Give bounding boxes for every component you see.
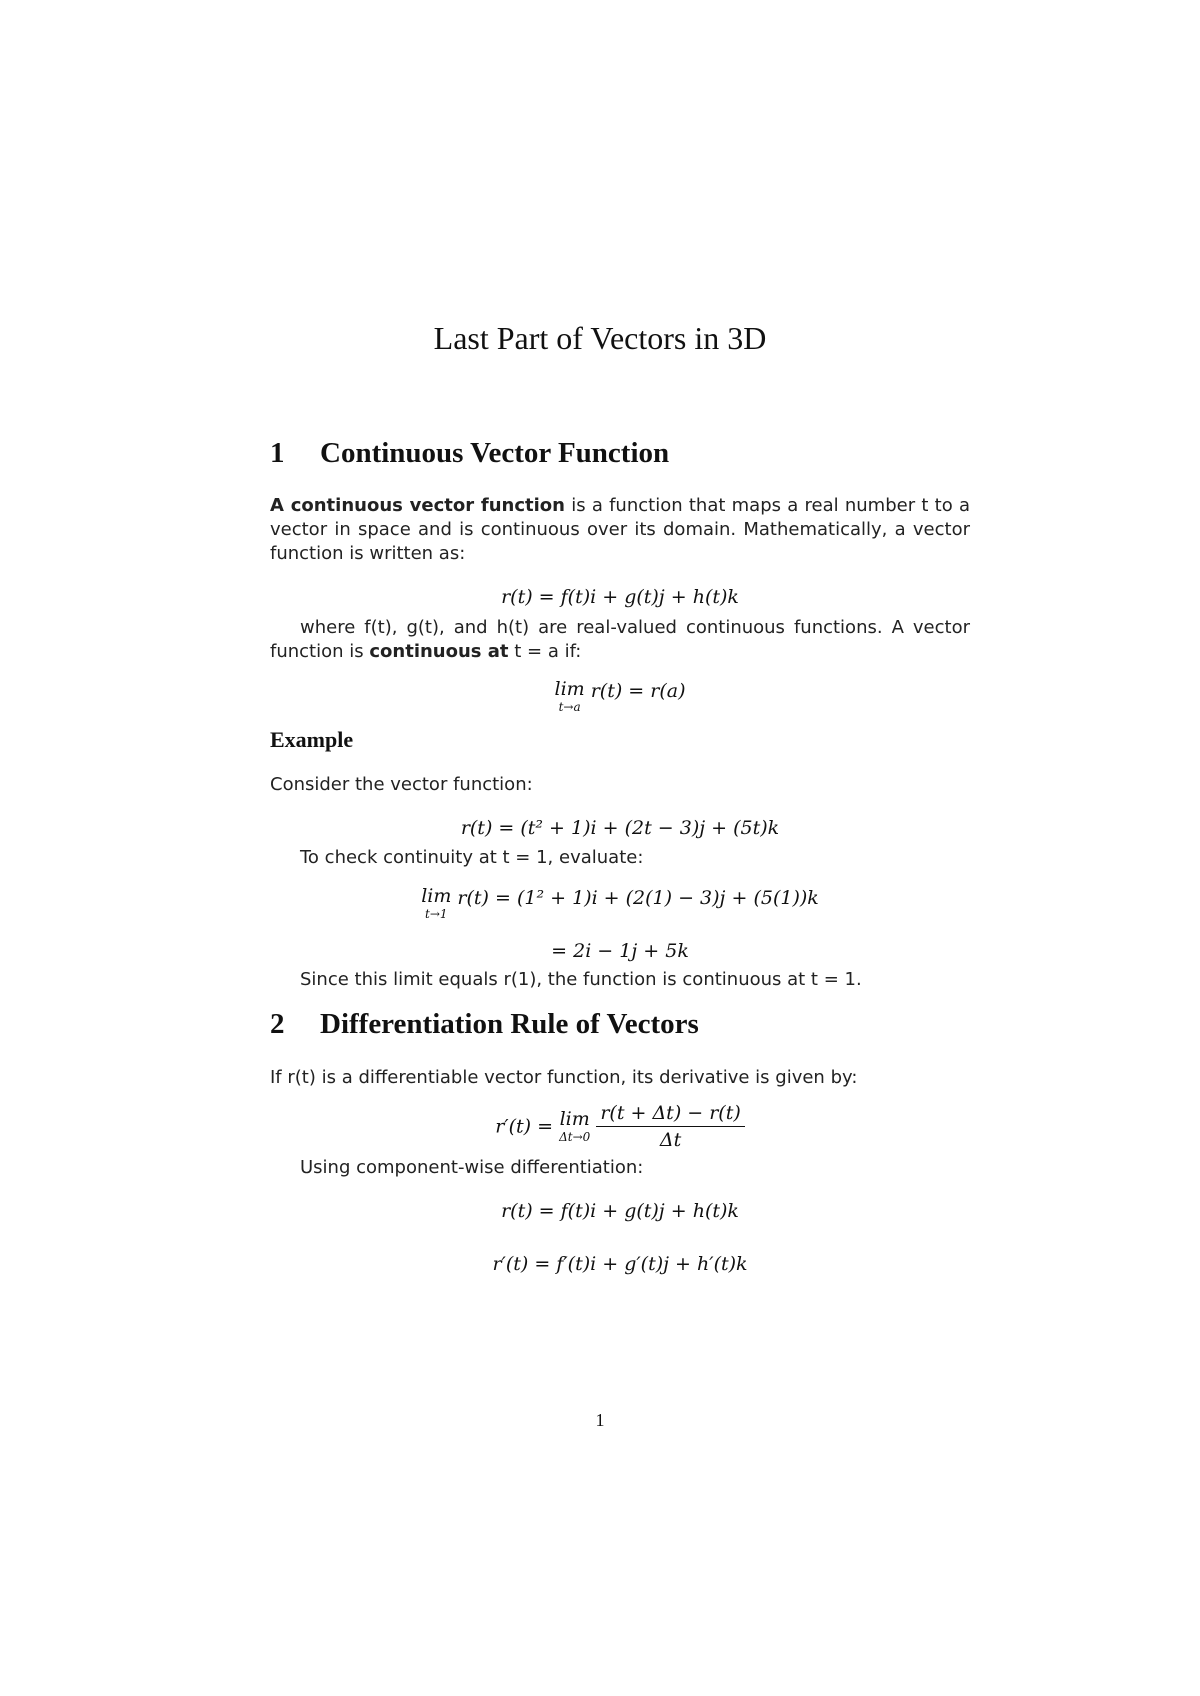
section-2-heading: [270, 1008, 699, 1041]
section-2-intro: If r(t) is a differentiable vector function, its derivative is given by:: [270, 1067, 858, 1088]
equation-component-derivative: r′(t) = f′(t)i + g′(t)j + h′(t)k: [492, 1253, 748, 1275]
equation-components: r(t) = f(t)i + g(t)j + h(t)k: [501, 1200, 739, 1222]
example-intro: Consider the vector function:: [270, 774, 533, 795]
document-title: Last Part of Vectors in 3D: [433, 320, 767, 356]
definition-bold-term: continuous at: [369, 641, 509, 662]
equation-derivative-definition: [270, 1102, 970, 1151]
derivative-lhs: r′(t) =: [495, 1115, 554, 1138]
component-wise-text: Using component-wise differentiation:: [300, 1157, 644, 1178]
equation-vector-function: r(t) = f(t)i + g(t)j + h(t)k: [501, 586, 739, 608]
section-1-intro: [270, 494, 970, 566]
example-limit-expression: r(t) = (1² + 1)i + (2(1) − 3)j + (5(1))k: [457, 887, 819, 909]
continuity-conclusion: Since this limit equals r(1), the function is continuous at t = 1.: [300, 969, 862, 990]
section-2-title: Differentiation Rule of Vectors: [320, 1008, 699, 1040]
definition-text-b: t = a if:: [508, 641, 582, 662]
section-1-title: Continuous Vector Function: [320, 437, 670, 469]
section-1-number: 1: [270, 437, 285, 469]
section-1-heading: [270, 437, 669, 470]
definition-text-a: where f(t), g(t), and h(t) are real-valued continuous functions. A vector function is: [270, 617, 970, 662]
equation-example-result: = 2i − 1j + 5k: [551, 940, 689, 962]
limit-operator-example: lim t→1: [421, 885, 452, 921]
intro-bold-term: A continuous vector function: [270, 495, 565, 516]
limit-operator-derivative: lim Δt→0: [559, 1108, 591, 1144]
continuity-definition: [270, 616, 970, 664]
equation-example-function: r(t) = (t² + 1)i + (2t − 3)j + (5t)k: [460, 817, 780, 839]
limit-expression: r(t) = r(a): [590, 680, 686, 702]
page-number: 1: [595, 1410, 605, 1430]
intro-text: is a function that maps a real number t to a vector in space and is continuous over its domain. Mathematically, a vector function is written as:: [270, 495, 970, 564]
continuity-check-text: To check continuity at t = 1, evaluate:: [300, 847, 644, 868]
limit-operator: lim t→a: [554, 678, 585, 714]
equation-limit-definition: [270, 680, 970, 713]
section-2-number: 2: [270, 1008, 285, 1040]
example-heading: Example: [270, 727, 354, 752]
difference-quotient: $\frac{r(t + \Delta t) - r(t)}{\Delta t}$: [596, 1102, 744, 1151]
equation-example-limit: [270, 887, 970, 920]
